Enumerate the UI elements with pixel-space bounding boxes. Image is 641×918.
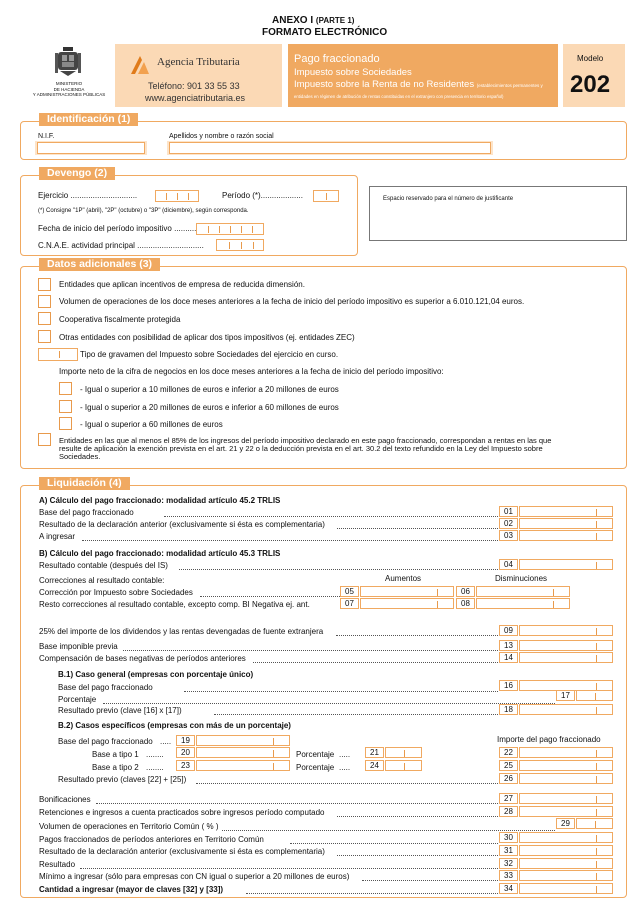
ejercicio-input[interactable]	[155, 190, 199, 202]
amount-30-input[interactable]	[519, 832, 613, 843]
periodo-input[interactable]	[313, 190, 339, 202]
amount-02-input[interactable]	[519, 518, 613, 529]
agency-logo-icon	[129, 54, 151, 81]
section-b2-title: B.2) Casos específicos (empresas con más de un porcentaje)	[58, 721, 291, 730]
pago-title-box: Pago fraccionado Impuesto sobre Sociedades Impuesto sobre la Renta de no Residentes (establecimientos permanentes y entidades en régimen de atribución de rentas constituidas en el extranjero con presencia en territorio español)	[288, 44, 558, 107]
section-b-title: B) Cálculo del pago fraccionado: modalidad artículo 45.3 TRLIS	[39, 549, 281, 558]
checkbox-dos-tipos[interactable]	[38, 330, 51, 343]
amount-19-input[interactable]	[196, 735, 290, 746]
amount-14-input[interactable]	[519, 652, 613, 663]
amount-28-input[interactable]	[519, 806, 613, 817]
amount-33-input[interactable]	[519, 870, 613, 881]
coat-of-arms-icon	[54, 46, 82, 78]
amount-03-input[interactable]	[519, 530, 613, 541]
amount-27-input[interactable]	[519, 793, 613, 804]
porcentaje-29-input[interactable]	[576, 818, 613, 829]
modelo-box: Modelo 202	[563, 44, 625, 107]
tipo-gravamen-input[interactable]	[38, 348, 78, 361]
porcentaje-17-input[interactable]	[576, 690, 613, 701]
amount-09-input[interactable]	[519, 625, 613, 636]
checkbox-cifra-20-60[interactable]	[59, 400, 72, 413]
modelo-number: 202	[570, 71, 611, 98]
devengo-section: Devengo (2) Ejercicio .............................. Período (*)................... (*) Consigne "1P" (abril), "2P" (octubre) o "3P" (diciembre), según corresponda. Fecha de inicio del período impositivo .......... C.N.A.E. actividad principal ..............................	[20, 175, 358, 256]
datos-title: Datos adicionales (3)	[39, 258, 160, 271]
annex-title: ANEXO I (PARTE 1)	[272, 15, 355, 26]
amount-26-input[interactable]	[519, 773, 613, 784]
cnae-input[interactable]	[216, 239, 264, 251]
liquidacion-title: Liquidación (4)	[39, 477, 130, 490]
amount-18-input[interactable]	[519, 704, 613, 715]
amount-01-input[interactable]	[519, 506, 613, 517]
agency-phone: Teléfono: 901 33 55 33	[148, 81, 240, 91]
amount-25-input[interactable]	[519, 760, 613, 771]
checkbox-cifra-10-20[interactable]	[59, 382, 72, 395]
section-b1-title: B.1) Caso general (empresas con porcentaje único)	[58, 670, 254, 679]
amount-05-input[interactable]	[360, 586, 454, 597]
amount-07-input[interactable]	[360, 598, 454, 609]
datos-adicionales-section: Datos adicionales (3) Entidades que aplican incentivos de empresa de reducida dimensión. Volumen de operaciones de los doce meses anteriores a la fecha de inicio del período impositivo es superior a 6.010.121,04 euros. Cooperativa fiscalmente protegida Otras entidades con posibilidad de aplicar dos tipos impositivos (ej. entidades ZEC) Tipo de gravamen del Impuesto sobre Sociedades del ejercicio en curso. Importe neto de la cifra de negocios en los doce meses anteriores a la fecha de inicio del período impositivo: - Igual o superior a 10 millones de euros e inferior a 20 millones de euros - Igual o superior a 20 millones de euros e inferior a 60 millones de euros - Igual o superior a 60 millones de euros Entidades en las que al menos el 85% de los ingresos del período impositivo declarado en este pago fraccionado, correspondan a rentas en las que resulte de aplicación la exención prevista en el art. 21 y 22 o la deducción prevista en el art. 30.2 del texto refundido en la Ley del Impuesto sobre Sociedades.	[20, 266, 627, 469]
identificacion-section: Identificación (1) N.I.F. Apellidos y nombre o razón social	[20, 121, 627, 160]
devengo-title: Devengo (2)	[39, 167, 115, 180]
amount-13-input[interactable]	[519, 640, 613, 651]
amount-22-input[interactable]	[519, 747, 613, 758]
agency-box	[115, 44, 282, 107]
amount-34-input[interactable]	[519, 883, 613, 894]
checkbox-volumen-operaciones[interactable]	[38, 295, 51, 308]
checkbox-cooperativa[interactable]	[38, 312, 51, 325]
name-input[interactable]	[169, 142, 491, 154]
porcentaje-21-input[interactable]	[385, 747, 422, 758]
format-title: FORMATO ELECTRÓNICO	[262, 27, 388, 38]
identificacion-title: Identificación (1)	[39, 113, 138, 126]
amount-31-input[interactable]	[519, 845, 613, 856]
amount-04-input[interactable]	[519, 559, 613, 570]
checkbox-reducida-dimension[interactable]	[38, 278, 51, 291]
amount-06-input[interactable]	[476, 586, 570, 597]
amount-32-input[interactable]	[519, 858, 613, 869]
amount-20-input[interactable]	[196, 747, 290, 758]
porcentaje-24-input[interactable]	[385, 760, 422, 771]
agency-web[interactable]: www.agenciatributaria.es	[145, 93, 246, 103]
nif-input[interactable]	[37, 142, 145, 154]
checkbox-85-ingresos[interactable]	[38, 433, 51, 446]
section-a-title: A) Cálculo del pago fraccionado: modalidad artículo 45.2 TRLIS	[39, 496, 281, 505]
justificante-box: Espacio reservado para el número de justificante	[369, 186, 627, 241]
amount-23-input[interactable]	[196, 760, 290, 771]
agency-name: Agencia Tributaria	[157, 56, 240, 68]
ministry-name: MINISTERIO DE HACIENDA Y ADMINISTRACIONES PÚBLICAS	[32, 81, 106, 97]
fecha-inicio-input[interactable]	[196, 223, 264, 235]
checkbox-cifra-60[interactable]	[59, 417, 72, 430]
amount-08-input[interactable]	[476, 598, 570, 609]
